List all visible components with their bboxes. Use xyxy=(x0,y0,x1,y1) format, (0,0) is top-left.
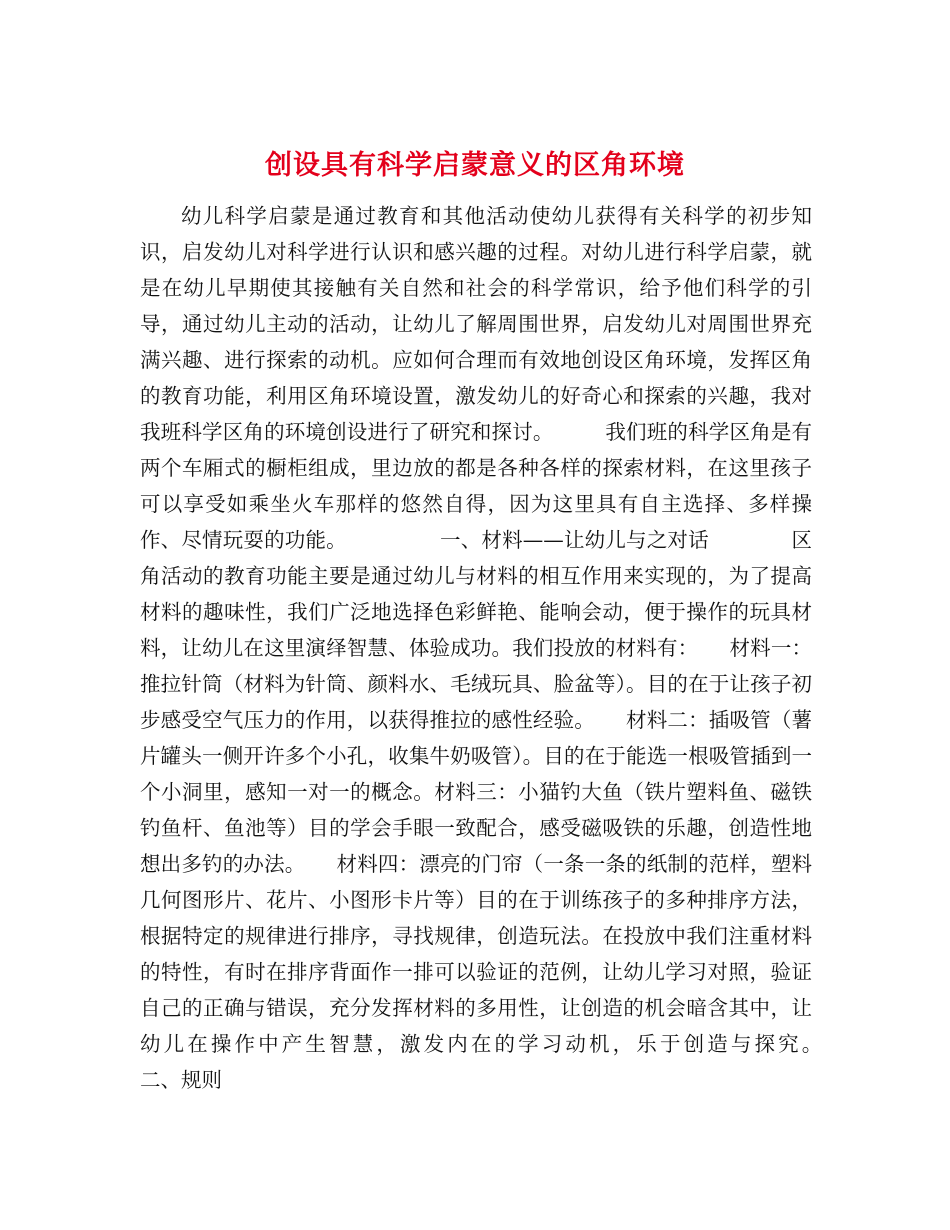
body-paragraph: 幼儿科学启蒙是通过教育和其他活动使幼儿获得有关科学的初步知识，启发幼儿对科学进行认识和感兴趣的过程。对幼儿进行科学启蒙，就是在幼儿早期使其接触有关自然和社会的科学常识，给予他们科学的引导，通过幼儿主动的活动，让幼儿了解周围世界，启发幼儿对周围世界充满兴趣、进行探索的动机。应如何合理而有效地创设区角环境，发挥区角的教育功能，利用区角环境设置，激发幼儿的好奇心和探索的兴趣，我对我班科学区角的环境创设进行了研究和探讨。 我们班的科学区角是有两个车厢式的橱柜组成，里边放的都是各种各样的探索材料，在这里孩子可以享受如乘坐火车那样的悠然自得，因为这里具有自主选择、多样操作、尽情玩耍的功能。 一、材料——让幼儿与之对话 区角活动的教育功能主要是通过幼儿与材料的相互作用来实现的，为了提高材料的趣味性，我们广泛地选择色彩鲜艳、能响会动，便于操作的玩具材料，让幼儿在这里演绎智慧、体验成功。我们投放的材料有： 材料一：推拉针筒（材料为针筒、颜料水、毛绒玩具、脸盆等）。目的在于让孩子初步感受空气压力的作用，以获得推拉的感性经验。 材料二：插吸管（薯片罐头一侧开许多个小孔，收集牛奶吸管）。目的在于能选一根吸管插到一个小洞里，感知一对一的概念。材料三：小猫钓大鱼（铁片塑料鱼、磁铁钓鱼杆、鱼池等）目的学会手眼一致配合，感受磁吸铁的乐趣，创造性地想出多钓的办法。 材料四：漂亮的门帘（一条一条的纸制的范样，塑料几何图形片、花片、小图形卡片等）目的在于训练孩子的多种排序方法，根据特定的规律进行排序，寻找规律，创造玩法。在投放中我们注重材料的特性，有时在排序背面作一排可以验证的范例，让幼儿学习对照，验证自己的正确与错误，充分发挥材料的多用性，让创造的机会暗含其中，让幼儿在操作中产生智慧，激发内在的学习动机，乐于创造与探究。 二、规则 xyxy=(140,204,874,1092)
document-body xyxy=(140,198,874,1098)
document-title: 创设具有科学启蒙意义的区角环境 xyxy=(265,150,685,182)
